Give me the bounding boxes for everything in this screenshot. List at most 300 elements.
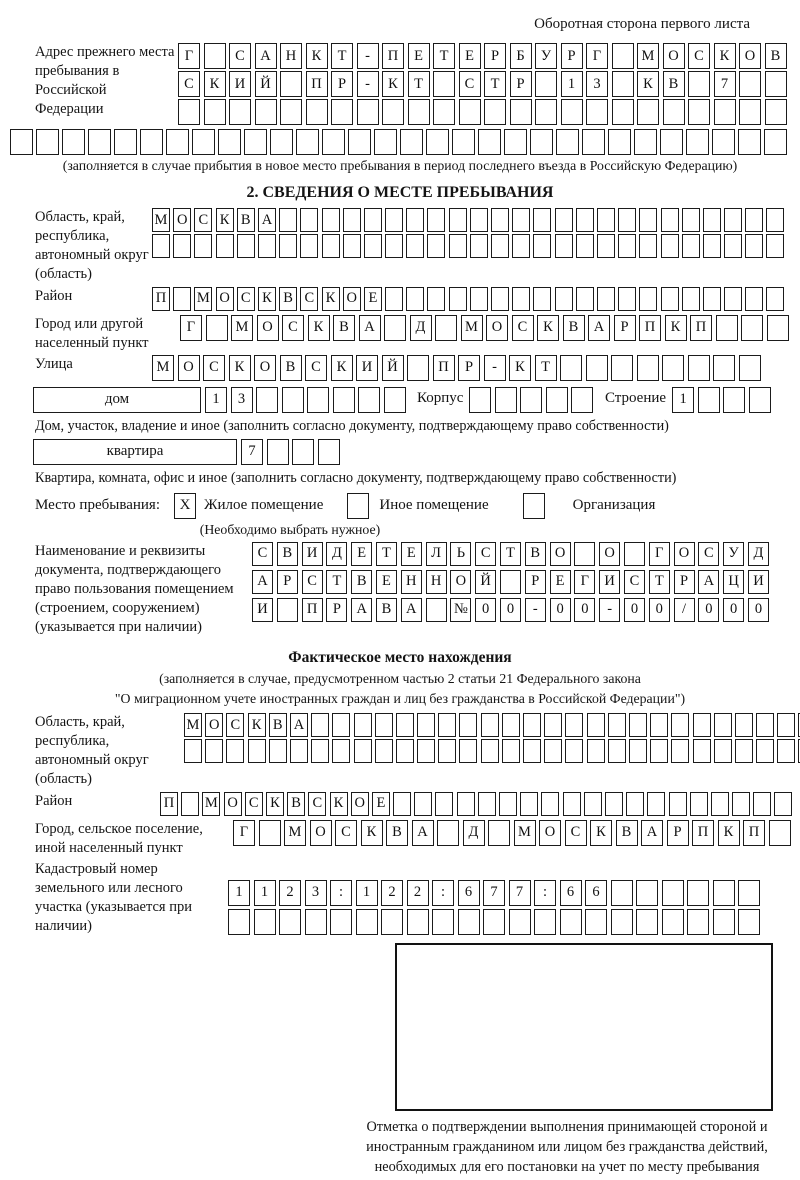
char-cell	[556, 129, 579, 155]
char-cell	[417, 713, 435, 737]
char-cell: В	[351, 570, 372, 594]
char-cell	[478, 792, 496, 816]
char-cell	[267, 439, 289, 465]
char-cell: 1	[228, 880, 250, 906]
char-cell	[612, 99, 634, 125]
char-cell	[181, 792, 199, 816]
char-cell: Р	[484, 43, 506, 69]
char-cell	[452, 129, 475, 155]
char-cell	[343, 234, 361, 258]
char-cell: Г	[574, 570, 595, 594]
char-cell	[178, 99, 200, 125]
actual-city-label: Город, сельское поселение, иной населенный пункт	[35, 820, 203, 856]
char-cell: А	[359, 315, 381, 341]
char-cell	[735, 713, 753, 737]
char-cell: У	[723, 542, 744, 566]
char-cell	[491, 287, 509, 311]
char-cell	[663, 99, 685, 125]
char-cell: О	[739, 43, 761, 69]
char-cell: 6	[560, 880, 582, 906]
char-cell	[459, 713, 477, 737]
char-cell	[711, 792, 729, 816]
char-cell	[703, 287, 721, 311]
char-cell	[258, 234, 276, 258]
char-cell: П	[743, 820, 765, 846]
char-cell	[723, 387, 745, 413]
char-cell	[282, 387, 304, 413]
char-cell	[716, 315, 738, 341]
city-row	[180, 315, 792, 341]
prev-address-row-3	[178, 99, 790, 125]
char-cell	[732, 792, 750, 816]
char-cell: П	[639, 315, 661, 341]
char-cell: Д	[326, 542, 347, 566]
char-cell: К	[537, 315, 559, 341]
char-cell	[173, 287, 191, 311]
char-cell: Р	[277, 570, 298, 594]
char-cell: И	[599, 570, 620, 594]
char-cell: /	[674, 598, 695, 622]
char-cell	[661, 287, 679, 311]
char-cell	[724, 234, 742, 258]
char-cell	[509, 909, 531, 935]
char-cell	[512, 234, 530, 258]
char-cell	[565, 713, 583, 737]
char-cell	[618, 208, 636, 232]
char-cell	[406, 234, 424, 258]
apartment-caption: Квартира, комната, офис и иное (заполнить согласно документу, подтверждающему право собственности)	[35, 469, 677, 486]
char-cell: О	[178, 355, 200, 381]
char-cell	[400, 129, 423, 155]
char-cell	[636, 909, 658, 935]
char-cell: К	[509, 355, 531, 381]
char-cell: А	[258, 208, 276, 232]
char-cell	[541, 792, 559, 816]
korpus-label: Корпус	[417, 389, 464, 406]
char-cell: 6	[585, 880, 607, 906]
char-cell	[499, 792, 517, 816]
prev-address-row-1	[178, 43, 790, 69]
char-cell: С	[252, 542, 273, 566]
char-cell	[280, 99, 302, 125]
char-cell	[354, 739, 372, 763]
char-cell	[322, 208, 340, 232]
char-cell	[765, 99, 787, 125]
char-cell	[576, 208, 594, 232]
apartment-type-box: квартира	[33, 439, 237, 465]
char-cell	[629, 713, 647, 737]
char-cell: Е	[372, 792, 390, 816]
char-cell: Ь	[450, 542, 471, 566]
stay-type-row	[35, 493, 790, 519]
char-cell: К	[590, 820, 612, 846]
char-cell: -	[599, 598, 620, 622]
char-cell: О	[343, 287, 361, 311]
char-cell: И	[229, 71, 251, 97]
char-cell	[703, 208, 721, 232]
document-row-2	[252, 570, 773, 594]
char-cell: С	[178, 71, 200, 97]
char-cell	[375, 713, 393, 737]
region-row-2	[152, 234, 788, 258]
char-cell: Р	[525, 570, 546, 594]
char-cell	[576, 287, 594, 311]
char-cell	[358, 387, 380, 413]
char-cell: А	[412, 820, 434, 846]
char-cell: В	[279, 287, 297, 311]
char-cell	[714, 739, 732, 763]
char-cell	[544, 713, 562, 737]
stay-type-hint: (Необходимо выбрать нужное)	[199, 521, 381, 537]
char-cell	[544, 739, 562, 763]
char-cell	[311, 739, 329, 763]
char-cell	[586, 99, 608, 125]
stay-type-option-organization-label: Организация	[572, 497, 656, 514]
char-cell	[745, 208, 763, 232]
char-cell	[459, 739, 477, 763]
char-cell	[500, 570, 521, 594]
char-cell: В	[563, 315, 585, 341]
char-cell: О	[599, 542, 620, 566]
char-cell	[587, 713, 605, 737]
char-cell: О	[486, 315, 508, 341]
char-cell: 1	[561, 71, 583, 97]
char-cell: 0	[550, 598, 571, 622]
char-cell: К	[306, 43, 328, 69]
char-cell: В	[277, 542, 298, 566]
char-cell	[396, 739, 414, 763]
char-cell	[488, 820, 510, 846]
char-cell	[484, 99, 506, 125]
char-cell	[385, 287, 403, 311]
char-cell: :	[534, 880, 556, 906]
char-cell: Ц	[723, 570, 744, 594]
char-cell: 1	[205, 387, 227, 413]
char-cell	[470, 287, 488, 311]
char-cell	[204, 43, 226, 69]
char-cell	[382, 99, 404, 125]
char-cell: 0	[574, 598, 595, 622]
char-cell: В	[765, 43, 787, 69]
char-cell	[311, 713, 329, 737]
stroenie-label: Строение	[604, 389, 667, 406]
char-cell: К	[204, 71, 226, 97]
char-cell	[470, 208, 488, 232]
prev-address-row-4	[10, 129, 790, 155]
char-cell: М	[514, 820, 536, 846]
char-cell: С	[282, 315, 304, 341]
char-cell: С	[305, 355, 327, 381]
char-cell	[279, 208, 297, 232]
char-cell	[714, 713, 732, 737]
char-cell: К	[718, 820, 740, 846]
char-cell: Н	[426, 570, 447, 594]
char-cell: О	[450, 570, 471, 594]
char-cell: С	[308, 792, 326, 816]
char-cell: -	[357, 43, 379, 69]
char-cell	[712, 129, 735, 155]
char-cell	[512, 287, 530, 311]
char-cell	[114, 129, 137, 155]
char-cell: Е	[351, 542, 372, 566]
street-row	[152, 355, 764, 381]
char-cell	[520, 387, 542, 413]
char-cell: П	[306, 71, 328, 97]
char-cell: П	[692, 820, 714, 846]
char-cell	[194, 234, 212, 258]
city-block	[10, 315, 790, 353]
char-cell	[426, 598, 447, 622]
actual-city-block	[10, 820, 790, 858]
char-cell	[256, 387, 278, 413]
char-cell	[459, 99, 481, 125]
document-row-3	[252, 598, 773, 622]
char-cell: Р	[331, 71, 353, 97]
char-cell: К	[248, 713, 266, 737]
char-cell	[396, 713, 414, 737]
char-cell: 2	[407, 880, 429, 906]
char-cell: М	[152, 208, 170, 232]
char-cell: А	[641, 820, 663, 846]
char-cell: К	[266, 792, 284, 816]
actual-district-row	[160, 792, 796, 816]
char-cell: А	[401, 598, 422, 622]
stay-type-checkbox-residential: X	[174, 493, 196, 519]
char-cell	[766, 208, 784, 232]
char-cell	[587, 739, 605, 763]
char-cell	[192, 129, 215, 155]
char-cell	[348, 129, 371, 155]
char-cell	[523, 713, 541, 737]
char-cell	[585, 909, 607, 935]
char-cell: С	[698, 542, 719, 566]
char-cell: П	[433, 355, 455, 381]
char-cell	[62, 129, 85, 155]
street-block	[10, 355, 790, 383]
char-cell: 6	[458, 880, 480, 906]
char-cell: 0	[649, 598, 670, 622]
prev-address-caption: (заполняется в случае прибытия в новое место пребывания в период последнего въезда в Российскую Федерацию)	[62, 158, 738, 173]
char-cell	[703, 234, 721, 258]
char-cell	[687, 880, 709, 906]
char-cell	[491, 234, 509, 258]
confirmation-stamp-box	[395, 943, 773, 1111]
char-cell	[533, 234, 551, 258]
char-cell: 1	[254, 880, 276, 906]
char-cell	[375, 739, 393, 763]
char-cell: М	[284, 820, 306, 846]
char-cell	[88, 129, 111, 155]
char-cell	[534, 909, 556, 935]
char-cell: 3	[305, 880, 327, 906]
char-cell	[608, 713, 626, 737]
char-cell: О	[216, 287, 234, 311]
char-cell	[269, 739, 287, 763]
char-cell	[204, 99, 226, 125]
char-cell	[576, 234, 594, 258]
char-cell	[406, 208, 424, 232]
char-cell: -	[525, 598, 546, 622]
char-cell	[483, 909, 505, 935]
char-cell	[687, 909, 709, 935]
char-cell	[693, 739, 711, 763]
char-cell: С	[194, 208, 212, 232]
char-cell	[438, 713, 456, 737]
char-cell: К	[714, 43, 736, 69]
char-cell: 2	[279, 880, 301, 906]
cadastral-row-2	[228, 909, 764, 935]
char-cell	[586, 355, 608, 381]
char-cell	[682, 208, 700, 232]
char-cell	[248, 739, 266, 763]
char-cell	[427, 234, 445, 258]
char-cell	[546, 387, 568, 413]
char-cell: С	[237, 287, 255, 311]
char-cell	[254, 909, 276, 935]
char-cell	[608, 129, 631, 155]
char-cell: К	[308, 315, 330, 341]
char-cell	[356, 909, 378, 935]
char-cell	[560, 909, 582, 935]
char-cell	[330, 909, 352, 935]
char-cell	[724, 287, 742, 311]
char-cell: Е	[401, 542, 422, 566]
char-cell	[206, 315, 228, 341]
char-cell	[661, 234, 679, 258]
char-cell	[279, 234, 297, 258]
char-cell: :	[330, 880, 352, 906]
char-cell: У	[535, 43, 557, 69]
char-cell	[574, 542, 595, 566]
char-cell	[766, 287, 784, 311]
char-cell	[449, 208, 467, 232]
char-cell: Р	[674, 570, 695, 594]
char-cell: К	[322, 287, 340, 311]
char-cell: Р	[614, 315, 636, 341]
char-cell	[385, 208, 403, 232]
char-cell: 1	[672, 387, 694, 413]
stay-type-checkbox-other	[347, 493, 369, 519]
char-cell: :	[432, 880, 454, 906]
char-cell	[437, 820, 459, 846]
char-cell	[555, 234, 573, 258]
char-cell	[597, 208, 615, 232]
char-cell	[713, 880, 735, 906]
char-cell: Й	[475, 570, 496, 594]
char-cell: О	[663, 43, 685, 69]
char-cell: Г	[178, 43, 200, 69]
char-cell	[414, 792, 432, 816]
char-cell	[618, 234, 636, 258]
char-cell: 7	[509, 880, 531, 906]
char-cell	[756, 739, 774, 763]
char-cell	[560, 355, 582, 381]
char-cell	[634, 129, 657, 155]
char-cell	[698, 387, 720, 413]
char-cell	[639, 208, 657, 232]
char-cell	[629, 739, 647, 763]
char-cell: В	[525, 542, 546, 566]
char-cell	[322, 234, 340, 258]
document-cells	[252, 542, 773, 624]
char-cell	[481, 713, 499, 737]
char-cell: М	[202, 792, 220, 816]
char-cell: Г	[180, 315, 202, 341]
actual-location-note-1: (заполняется в случае, предусмотренном частью 2 статьи 21 Федерального закона	[159, 671, 641, 687]
char-cell	[650, 739, 668, 763]
char-cell	[244, 129, 267, 155]
char-cell: Й	[255, 71, 277, 97]
char-cell: О	[254, 355, 276, 381]
region-label: Область, край, республика, автономный округ (область)	[35, 209, 149, 283]
prev-address-label: Адрес прежнего места пребывания в Российской Федерации	[35, 44, 175, 118]
char-cell: В	[280, 355, 302, 381]
char-cell	[626, 792, 644, 816]
char-cell	[481, 739, 499, 763]
stay-type-option-residential-label: Жилое помещение	[204, 497, 324, 514]
char-cell: М	[461, 315, 483, 341]
char-cell: Р	[667, 820, 689, 846]
char-cell	[449, 287, 467, 311]
char-cell	[660, 129, 683, 155]
char-cell	[563, 792, 581, 816]
char-cell: К	[361, 820, 383, 846]
char-cell	[305, 909, 327, 935]
char-cell: П	[302, 598, 323, 622]
char-cell: А	[351, 598, 372, 622]
char-cell: Н	[401, 570, 422, 594]
section2-title: 2. СВЕДЕНИЯ О МЕСТЕ ПРЕБЫВАНИЯ	[246, 184, 554, 201]
char-cell	[140, 129, 163, 155]
char-cell: Т	[331, 43, 353, 69]
char-cell: О	[351, 792, 369, 816]
char-cell: Р	[561, 43, 583, 69]
char-cell	[523, 739, 541, 763]
char-cell	[767, 315, 789, 341]
document-label: Наименование и реквизиты документа, подтверждающего право пользования помещением (строением, сооружением) (указывается при наличии)	[35, 542, 234, 636]
page-corner-note: Оборотная сторона первого листа	[534, 16, 750, 32]
char-cell: М	[637, 43, 659, 69]
char-cell	[10, 129, 33, 155]
char-cell	[582, 129, 605, 155]
actual-location-title: Фактическое место нахождения	[288, 649, 512, 667]
char-cell: С	[226, 713, 244, 737]
char-cell: А	[290, 713, 308, 737]
char-cell: М	[152, 355, 174, 381]
char-cell: 0	[500, 598, 521, 622]
char-cell	[693, 713, 711, 737]
char-cell	[470, 234, 488, 258]
char-cell: Т	[484, 71, 506, 97]
char-cell: В	[616, 820, 638, 846]
char-cell: О	[224, 792, 242, 816]
char-cell	[364, 234, 382, 258]
char-cell	[306, 99, 328, 125]
char-cell	[435, 792, 453, 816]
char-cell	[671, 713, 689, 737]
char-cell	[612, 71, 634, 97]
char-cell: Г	[586, 43, 608, 69]
char-cell: С	[475, 542, 496, 566]
char-cell: С	[459, 71, 481, 97]
char-cell	[535, 71, 557, 97]
char-cell: С	[300, 287, 318, 311]
char-cell: Й	[382, 355, 404, 381]
char-cell	[571, 387, 593, 413]
char-cell	[457, 792, 475, 816]
char-cell: Р	[458, 355, 480, 381]
char-cell	[662, 909, 684, 935]
